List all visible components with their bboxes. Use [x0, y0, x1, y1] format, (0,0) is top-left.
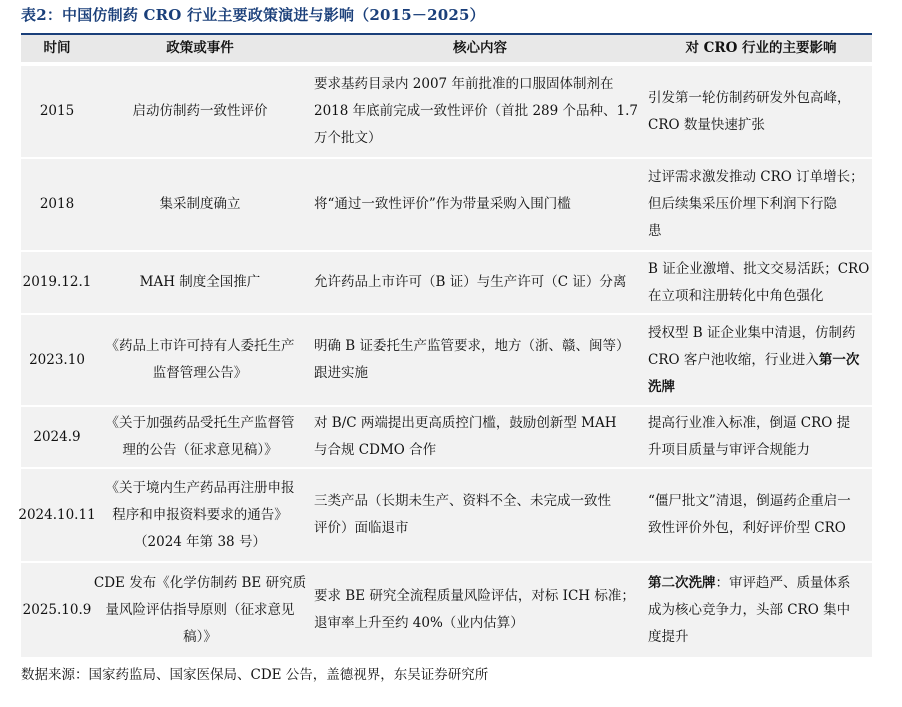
- cell-time: [21, 159, 93, 250]
- impact-text: 度提升: [648, 628, 689, 645]
- policy-text-line: 稿）》: [183, 628, 217, 645]
- cell-impact: [648, 159, 874, 250]
- content-text-line: 跟进实施: [314, 365, 368, 381]
- time-text: 2023.10: [29, 351, 85, 368]
- cell-impact: [648, 66, 874, 157]
- time-text: 2015: [39, 103, 75, 119]
- cell-policy: [93, 159, 307, 250]
- impact-text-line: [648, 218, 874, 245]
- time-text: 2024.10.11: [18, 506, 96, 523]
- impact-text: B 证企业激增、批文交易活跃；CRO: [648, 260, 870, 277]
- policy-text-line: 启动仿制药一致性评价: [132, 103, 268, 119]
- impact-text: 在立项和注册转化中角色强化: [648, 287, 824, 304]
- cell-content: [312, 252, 651, 313]
- impact-text: “僵尸批文”清退，倒逼药企重启一: [648, 493, 851, 509]
- cell-time: [21, 66, 93, 157]
- policy-text-line: 理的公告（征求意见稿）》: [122, 442, 278, 458]
- header-impact: 对 CRO 行业的主要影响: [685, 40, 837, 56]
- time-text: 2018: [39, 196, 75, 212]
- policy-text-line: MAH 制度全国推广: [139, 274, 261, 290]
- policy-text-line: CDE 发布《化学仿制药 BE 研究质: [93, 574, 307, 591]
- impact-text: 但后续集采压价埋下利润下行隐: [648, 196, 837, 212]
- impact-text: 授权型 B 证企业集中清退，仿制药: [648, 324, 856, 341]
- impact-emphasis: 第一次: [818, 351, 860, 368]
- cell-policy: [93, 407, 307, 467]
- cell-time: [18, 469, 96, 561]
- impact-text: 提高行业准入标准，倒逼 CRO 提: [648, 415, 851, 431]
- header-content: 核心内容: [453, 40, 507, 56]
- impact-text: CRO 数量快速扩张: [648, 116, 765, 133]
- policy-text-line: 《药品上市许可持有人委托生产: [105, 338, 295, 354]
- impact-text: CRO 客户池收缩，行业进入: [648, 351, 819, 368]
- impact-text-line: [648, 570, 874, 597]
- cell-time: [21, 407, 93, 467]
- cell-time: [21, 563, 93, 657]
- impact-text-line: [648, 112, 874, 139]
- cell-content: [312, 469, 651, 561]
- table-row: [21, 563, 872, 657]
- policy-text-line: 《关于加强药品受托生产监督管: [105, 415, 295, 431]
- header-policy: 政策或事件: [166, 40, 234, 56]
- impact-emphasis: 洗牌: [648, 378, 675, 395]
- impact-text: 致性评价外包，利好评价型 CRO: [648, 520, 846, 536]
- policy-text-line: 《关于境内生产药品再注册申报: [105, 479, 295, 496]
- cell-policy: [93, 563, 307, 657]
- impact-text: ：审评趋严、质量体系: [715, 574, 851, 591]
- table-row: [21, 315, 872, 405]
- cell-impact: [648, 315, 874, 405]
- header-time: 时间: [43, 40, 71, 56]
- cell-content: [312, 66, 651, 157]
- impact-text: 成为核心竞争力，头部 CRO 集中: [648, 601, 851, 618]
- impact-text-line: [648, 191, 874, 218]
- data-source-note: 数据来源：国家药监局、国家医保局、CDE 公告，盖德视界，东吴证券研究所: [21, 667, 489, 683]
- time-text: 2024.9: [33, 428, 81, 445]
- cell-content: [312, 159, 651, 250]
- table-row: [21, 252, 872, 313]
- table-title: 表2：中国仿制药 CRO 行业主要政策演进与影响（2015－2025）: [21, 6, 485, 24]
- impact-text-line: [648, 283, 874, 310]
- impact-text: 引发第一轮仿制药研发外包高峰，: [648, 89, 851, 106]
- table-row: [21, 66, 872, 157]
- impact-text: 升项目质量与审评合规能力: [648, 442, 810, 458]
- content-text-line: 明确 B 证委托生产监管要求，地方（浙、赣、闽等）: [314, 338, 630, 354]
- cell-impact: [648, 469, 874, 561]
- impact-text-line: [648, 85, 874, 112]
- content-text-line: 退审率上升至约 40%（业内估算）: [314, 615, 524, 631]
- impact-text: 过评需求激发推动 CRO 订单增长；: [648, 169, 864, 185]
- cell-policy: [93, 66, 307, 157]
- content-text-line: 与合规 CDMO 合作: [314, 442, 437, 458]
- content-text-line: 万个批文）: [314, 130, 382, 146]
- cell-content: [312, 315, 651, 405]
- content-text-line: 允许药品上市许可（B 证）与生产许可（C 证）分离: [314, 274, 627, 290]
- content-text-line: 要求基药目录内 2007 年前批准的口服固体制剂在: [314, 76, 614, 92]
- table-row: [18, 469, 872, 561]
- content-text-line: 对 B/C 两端提出更高质控门槛，鼓励创新型 MAH: [314, 415, 617, 431]
- impact-emphasis: 第二次洗牌: [648, 574, 716, 591]
- policy-text-line: 集采制度确立: [159, 196, 241, 212]
- cell-policy: [93, 252, 307, 313]
- impact-text-line: [648, 164, 874, 191]
- time-text: 2025.10.9: [22, 601, 92, 618]
- cell-impact: [648, 563, 874, 657]
- impact-text-line: [648, 374, 874, 401]
- impact-text-line: [648, 597, 874, 624]
- cell-time: [21, 315, 93, 405]
- cell-policy: [93, 315, 307, 405]
- content-text-line: 将“通过一致性评价”作为带量采购入围门槛: [314, 196, 571, 212]
- cell-policy: [93, 469, 307, 561]
- cell-content: [312, 407, 651, 467]
- policy-text-line: （2024 年第 38 号）: [134, 533, 266, 550]
- content-text-line: 三类产品（长期未生产、资料不全、未完成一致性: [314, 493, 611, 509]
- impact-text-line: [648, 410, 874, 437]
- cell-impact: [648, 407, 874, 467]
- cell-time: [21, 252, 93, 313]
- policy-text-line: 量风险评估指导原则（征求意见: [105, 601, 295, 618]
- content-text-line: 要求 BE 研究全流程质量风险评估，对标 ICH 标准；: [314, 588, 635, 604]
- impact-text-line: [648, 515, 874, 542]
- impact-text-line: [648, 320, 874, 347]
- table-row: [21, 159, 872, 250]
- impact-text-line: [648, 256, 874, 283]
- policy-text-line: 程序和申报资料要求的通告》: [112, 506, 288, 523]
- content-text-line: 2018 年底前完成一致性评价（首批 289 个品种、1.7: [314, 103, 638, 119]
- impact-text: 患: [648, 223, 662, 239]
- time-text: 2019.12.1: [22, 274, 92, 290]
- cell-content: [312, 563, 651, 657]
- table-header: [21, 33, 872, 62]
- impact-text-line: [648, 347, 874, 374]
- impact-text-line: [648, 624, 874, 651]
- impact-text-line: [648, 488, 874, 515]
- impact-text-line: [648, 437, 874, 464]
- content-text-line: 评价）面临退市: [314, 520, 409, 536]
- policy-text-line: 监督管理公告》: [152, 365, 248, 381]
- cell-impact: [648, 252, 874, 313]
- table-row: [21, 407, 872, 467]
